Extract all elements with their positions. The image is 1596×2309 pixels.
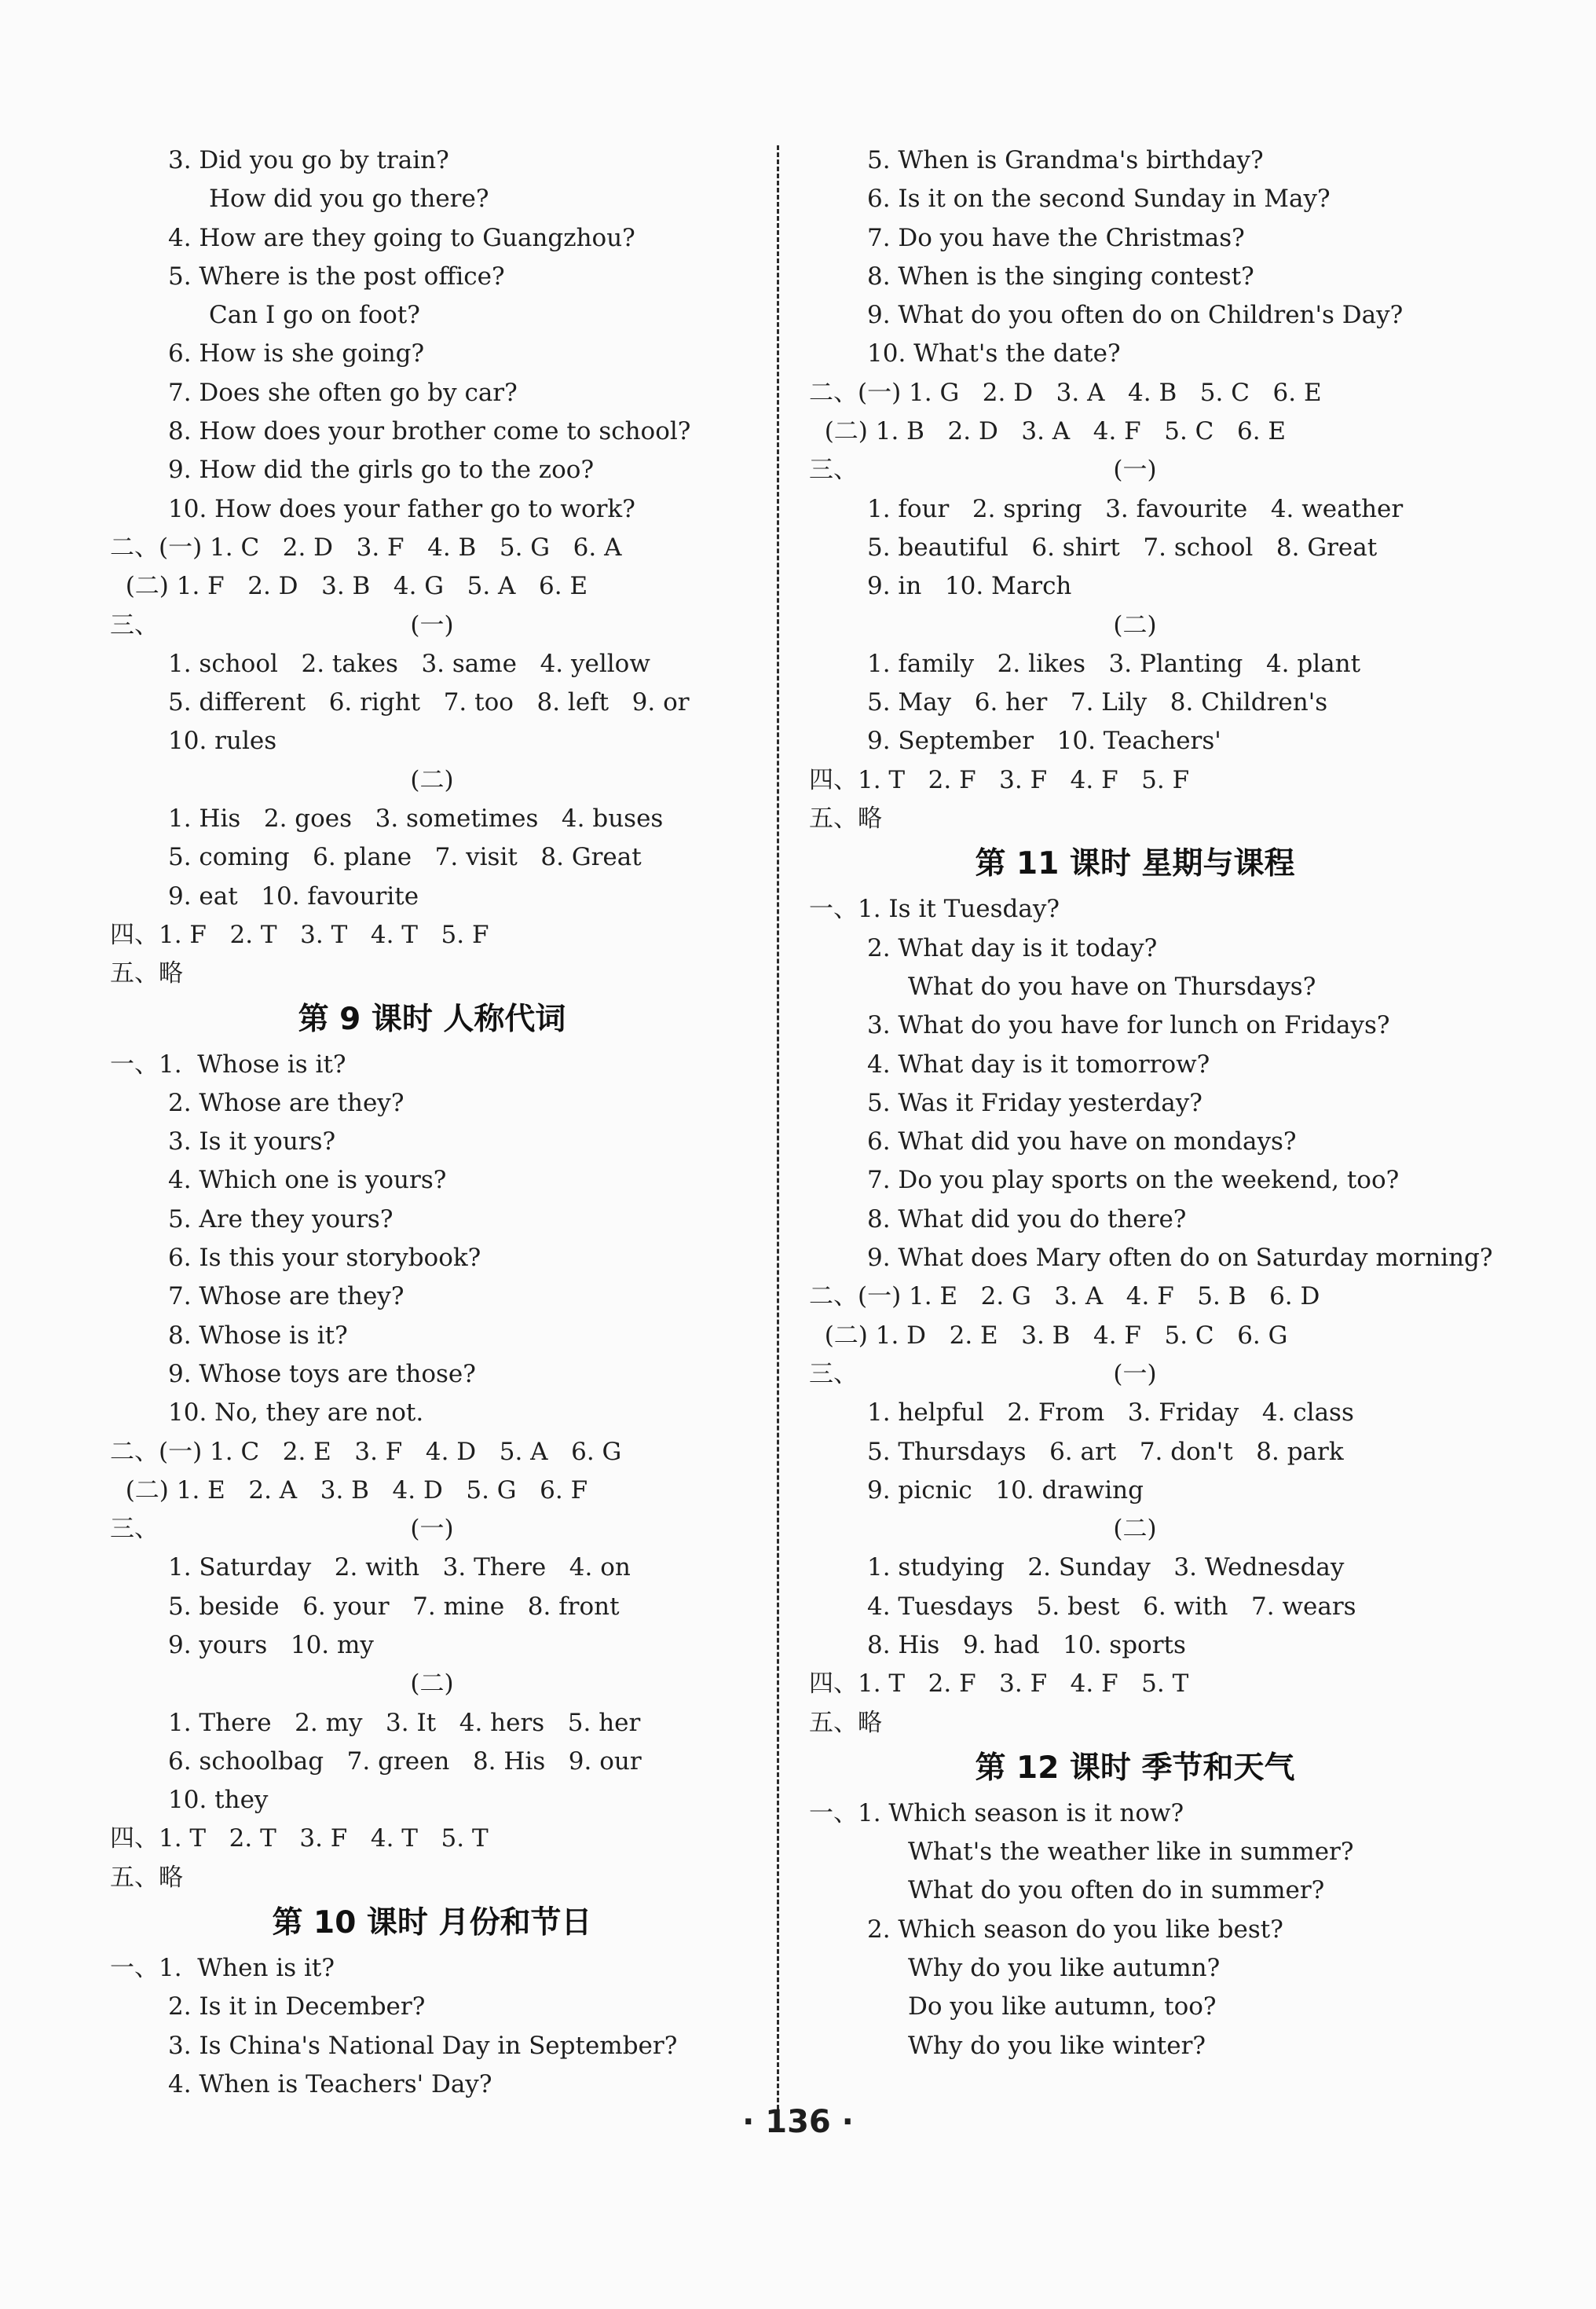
section-label: 三、 <box>809 1359 858 1388</box>
section-label: 三、 <box>110 1515 159 1544</box>
answer-line: What's the weather like in summer? <box>908 1838 1354 1867</box>
answer-line: 二、(一) 1. C 2. E 3. F 4. D 5. A 6. G <box>110 1437 622 1466</box>
answer-line: 5. Are they yours? <box>168 1204 394 1233</box>
section-label: 三、 <box>809 456 858 485</box>
answer-line: 1. Saturday 2. with 3. There 4. on <box>168 1553 631 1582</box>
answer-line: 7. Whose are they? <box>168 1282 404 1311</box>
answer-line: 10. What's the date? <box>867 339 1121 368</box>
answer-line: 9. in 10. March <box>867 572 1072 601</box>
answer-line <box>809 451 1461 489</box>
answer-line: 2. What day is it today? <box>867 933 1158 962</box>
subsection-label: (二) <box>410 765 454 794</box>
answer-line: 7. Does she often go by car? <box>168 378 518 407</box>
answer-line: 10. they <box>168 1786 269 1815</box>
answer-line: 二、(一) 1. C 2. D 3. F 4. B 5. G 6. A <box>110 533 622 562</box>
answer-line: 8. Whose is it? <box>168 1321 348 1350</box>
answer-line: 五、略 <box>110 959 183 988</box>
answer-line: 二、(一) 1. G 2. D 3. A 4. B 5. C 6. E <box>809 378 1322 407</box>
answer-line <box>110 1510 754 1548</box>
answer-line: 四、1. T 2. T 3. F 4. T 5. T <box>110 1824 489 1853</box>
answer-line: 9. September 10. Teachers' <box>867 727 1221 756</box>
subsection-label: (一) <box>410 1515 454 1544</box>
answer-line: 3. Is it yours? <box>168 1127 336 1156</box>
answer-line: 1. helpful 2. From 3. Friday 4. class <box>867 1398 1354 1428</box>
answer-line: 9. eat 10. favourite <box>168 881 419 911</box>
answer-line: 9. What does Mary often do on Saturday morning? <box>867 1244 1493 1273</box>
answer-line: 1. four 2. spring 3. favourite 4. weather <box>867 494 1404 523</box>
answer-line: 5. different 6. right 7. too 8. left 9. or <box>168 688 690 717</box>
answer-line: 5. Thursdays 6. art 7. don't 8. park <box>867 1437 1344 1466</box>
answer-line: 2. Is it in December? <box>168 1992 426 2021</box>
answer-line: 1. There 2. my 3. It 4. hers 5. her <box>168 1708 641 1737</box>
answer-line: 4. What day is it tomorrow? <box>867 1050 1210 1079</box>
answer-line: 一、1. When is it? <box>110 1954 335 1983</box>
answer-line: 3. Is China's National Day in September? <box>168 2031 678 2060</box>
answer-line: 一、1. Which season is it now? <box>809 1798 1184 1827</box>
answer-line: 6. What did you have on mondays? <box>867 1127 1297 1156</box>
subsection-label: (二) <box>410 1669 454 1699</box>
answer-line: 5. Where is the post office? <box>168 262 505 291</box>
answer-line: 9. picnic 10. drawing <box>867 1475 1144 1505</box>
answer-line: 5. May 6. her 7. Lily 8. Children's <box>867 688 1328 717</box>
answer-line: How did you go there? <box>209 185 489 214</box>
subsection-label: (一) <box>1113 456 1157 485</box>
answer-line: 5. When is Grandma's birthday? <box>867 146 1264 174</box>
page-number: · 136 · <box>742 2104 854 2140</box>
section-heading: 第 9 课时 人称代词 <box>298 1001 566 1037</box>
section-heading: 第 12 课时 季节和天气 <box>975 1750 1295 1786</box>
answer-line <box>110 607 754 645</box>
answer-line: 5. Was it Friday yesterday? <box>867 1088 1202 1117</box>
answer-line: 8. When is the singing contest? <box>867 262 1254 291</box>
answer-line: 10. How does your father go to work? <box>168 494 635 523</box>
answer-line: 四、1. T 2. F 3. F 4. F 5. T <box>809 1669 1189 1699</box>
answer-line: 4. Which one is yours? <box>168 1166 447 1195</box>
answer-line: (二) 1. E 2. A 3. B 4. D 5. G 6. F <box>110 1475 588 1505</box>
answer-line: Why do you like autumn? <box>908 1954 1221 1983</box>
answer-line: Can I go on foot? <box>209 301 420 330</box>
answer-line: 四、1. F 2. T 3. T 4. T 5. F <box>110 920 489 949</box>
answer-line: What do you often do in summer? <box>908 1876 1325 1905</box>
answer-line <box>809 1355 1461 1394</box>
answer-line: 5. beside 6. your 7. mine 8. front <box>168 1592 620 1621</box>
answer-line: 五、略 <box>110 1863 183 1892</box>
answer-line: 4. When is Teachers' Day? <box>168 2069 492 2098</box>
answer-line: Do you like autumn, too? <box>908 1992 1217 2021</box>
answer-line: 2. Whose are they? <box>168 1088 404 1117</box>
answer-line: 9. Whose toys are those? <box>168 1359 476 1388</box>
answer-line: 6. How is she going? <box>168 339 425 368</box>
answer-line: 4. How are they going to Guangzhou? <box>168 223 635 252</box>
answer-line: 6. Is it on the second Sunday in May? <box>867 185 1331 214</box>
answer-line: 7. Do you have the Christmas? <box>867 223 1245 252</box>
answer-line: 五、略 <box>809 804 882 834</box>
answer-line: 2. Which season do you like best? <box>867 1915 1283 1944</box>
answer-line: 6. Is this your storybook? <box>168 1244 481 1273</box>
answer-line: 5. beautiful 6. shirt 7. school 8. Great <box>867 533 1378 562</box>
answer-line: 5. coming 6. plane 7. visit 8. Great <box>168 843 642 872</box>
subsection-label: (二) <box>1113 1515 1157 1544</box>
answer-line: 8. His 9. had 10. sports <box>867 1630 1186 1659</box>
answer-line: (二) 1. B 2. D 3. A 4. F 5. C 6. E <box>809 417 1287 446</box>
subsection-label: (一) <box>1113 1359 1157 1388</box>
answer-line: 10. rules <box>168 727 277 756</box>
answer-line: 1. studying 2. Sunday 3. Wednesday <box>867 1553 1345 1582</box>
answer-line: 一、1. Whose is it? <box>110 1050 346 1079</box>
answer-line: 二、(一) 1. E 2. G 3. A 4. F 5. B 6. D <box>809 1282 1320 1311</box>
answer-line: 10. No, they are not. <box>168 1398 424 1428</box>
left-column <box>110 141 754 2104</box>
column-divider <box>777 145 779 2109</box>
answer-line: 8. How does your brother come to school? <box>168 417 691 446</box>
answer-line: 3. What do you have for lunch on Fridays? <box>867 1011 1390 1040</box>
subsection-label: (二) <box>1113 610 1157 640</box>
answer-line: 3. Did you go by train? <box>168 146 449 174</box>
answer-line: 1. school 2. takes 3. same 4. yellow <box>168 649 650 678</box>
answer-line: 7. Do you play sports on the weekend, too? <box>867 1166 1400 1195</box>
answer-line: 四、1. T 2. F 3. F 4. F 5. F <box>809 765 1190 794</box>
answer-line: 五、略 <box>809 1708 882 1737</box>
answer-line: 6. schoolbag 7. green 8. His 9. our <box>168 1746 642 1776</box>
answer-line: 1. His 2. goes 3. sometimes 4. buses <box>168 804 664 834</box>
right-column <box>809 141 1493 2065</box>
section-heading: 第 10 课时 月份和节日 <box>272 1905 592 1941</box>
section-heading: 第 11 课时 星期与课程 <box>975 846 1295 882</box>
answer-line: Why do you like winter? <box>908 2031 1206 2060</box>
answer-line: (二) 1. D 2. E 3. B 4. F 5. C 6. G <box>809 1321 1288 1350</box>
answer-line: (二) 1. F 2. D 3. B 4. G 5. A 6. E <box>110 572 588 601</box>
answer-line: 4. Tuesdays 5. best 6. with 7. wears <box>867 1592 1356 1621</box>
subsection-label: (一) <box>410 610 454 640</box>
answer-line: 9. What do you often do on Children's Day? <box>867 301 1404 330</box>
answer-line: What do you have on Thursdays? <box>908 972 1316 1001</box>
answer-line: 1. family 2. likes 3. Planting 4. plant <box>867 649 1361 678</box>
answer-line: 9. How did the girls go to the zoo? <box>168 456 595 485</box>
answer-line: 8. What did you do there? <box>867 1204 1187 1233</box>
section-label: 三、 <box>110 610 159 640</box>
answer-line: 一、1. Is it Tuesday? <box>809 895 1060 924</box>
answer-line: 9. yours 10. my <box>168 1630 374 1659</box>
